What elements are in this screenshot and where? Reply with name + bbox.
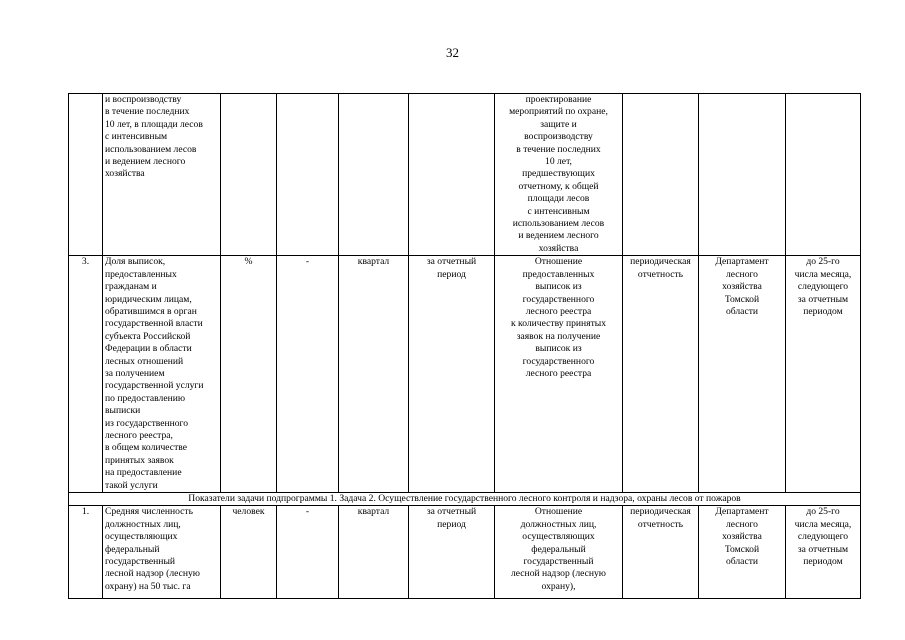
cell-source: периодическая отчетность [623,256,699,493]
cell-unit: % [221,256,277,493]
cell-source: периодическая отчетность [623,506,699,599]
cell-direction: - [277,506,339,599]
cell-deadline [786,94,861,256]
cell-responsible: Департамент лесного хозяйства Томской области [699,256,786,493]
indicators-table [68,93,861,599]
cell-indicator-name: и воспроизводству в течение последних 10 лет, в площади лесов с интенсивным использованием лесов и ведением лесного хозяйства [103,94,221,256]
cell-method: Отношение предоставленных выписок из государственного лесного реестра к количеству принятых заявок на получение выписок из государственного лесного реестра [495,256,623,493]
cell-direction [277,94,339,256]
cell-responsible: Департамент лесного хозяйства Томской области [699,506,786,599]
page-number: 32 [446,45,459,60]
cell-indicator-name: Средняя численность должностных лиц, осуществляющих федеральный государственный лесной надзор (лесную охрану) на 50 тыс. га [103,506,221,599]
cell-responsible [699,94,786,256]
cell-num [69,94,103,256]
cell-unit [221,94,277,256]
section-header: Показатели задачи подпрограммы 1. Задача 2. Осуществление государственного лесного контроля и надзора, охраны лесов от пожаров [69,493,861,506]
cell-period: за отчетный период [409,506,495,599]
table-row [69,94,861,256]
cell-deadline: до 25-го числа месяца, следующего за отчетным периодом [786,256,861,493]
cell-unit: человек [221,506,277,599]
section-header-row [69,493,861,506]
cell-periodicity: квартал [339,506,409,599]
cell-deadline: до 25-го числа месяца, следующего за отчетным периодом [786,506,861,599]
cell-method: проектирование мероприятий по охране, защите и воспроизводству в течение последних 10 лет, предшествующих отчетному, к общей площади лесов с интенсивным использованием лесов и ведением лесного хозяйства [495,94,623,256]
cell-periodicity: квартал [339,256,409,493]
cell-periodicity [339,94,409,256]
cell-num: 1. [69,506,103,599]
cell-num: 3. [69,256,103,493]
cell-period [409,94,495,256]
cell-indicator-name: Доля выписок, предоставленных гражданам и юридическим лицам, обратившимся в орган государственной власти субъекта Российской Федерации в области лесных отношений за получением государственной услуги по предоставлению выписки из государственного лесного реестра, в общем количестве принятых заявок на предоставление такой услуги [103,256,221,493]
cell-source [623,94,699,256]
cell-direction: - [277,256,339,493]
cell-period: за отчетный период [409,256,495,493]
table-row [69,256,861,493]
table-row [69,506,861,599]
cell-method: Отношение должностных лиц, осуществляющих федеральный государственный лесной надзор (лесную охрану), [495,506,623,599]
